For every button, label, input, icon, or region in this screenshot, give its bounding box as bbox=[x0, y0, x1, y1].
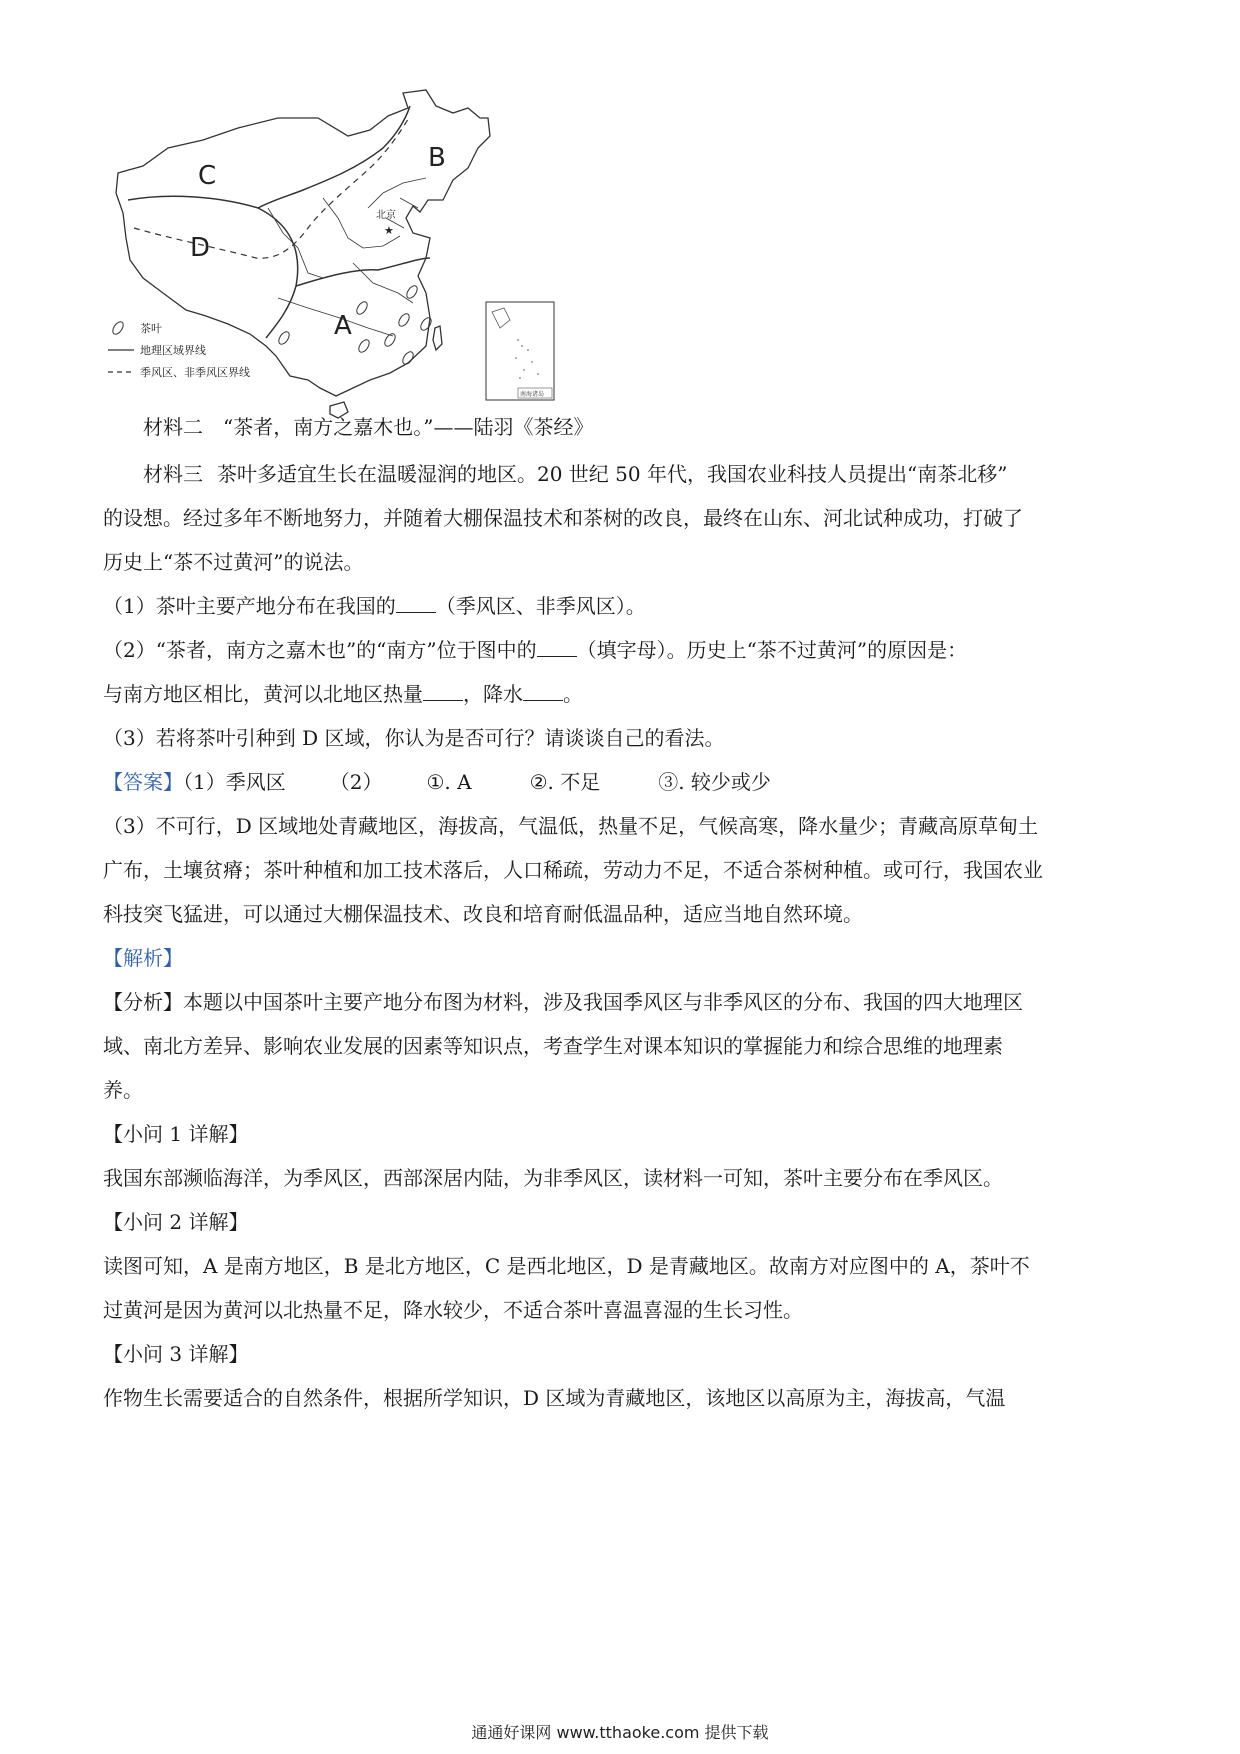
page-footer: 通通好课网 www.tthaoke.com 提供下载 bbox=[471, 1723, 769, 1742]
subquestion-1-heading: 【小问 1 详解】 bbox=[103, 1122, 249, 1146]
material3-line1 bbox=[143, 459, 1007, 489]
answer-3-line2: 广布，土壤贫瘠；茶叶种植和加工技术落后，人口稀疏，劳动力不足，不适合茶树种植。或可行，我国农业 bbox=[103, 858, 1043, 882]
answer-2: （2） bbox=[329, 770, 383, 794]
material2-label: 材料二 bbox=[143, 415, 203, 439]
south-sea-inset bbox=[486, 302, 554, 400]
material3-line2: 的设想。经过多年不断地努力，并随着大棚保温技术和茶树的改良，最终在山东、河北试种成功，打破了 bbox=[103, 506, 1023, 530]
tea-leaf-icons bbox=[277, 284, 434, 366]
material3-label: 材料三 bbox=[143, 462, 203, 486]
question-1-options: （季风区、非季风区）。 bbox=[435, 594, 646, 618]
legend-boundary-label: 地理区域界线 bbox=[140, 344, 206, 357]
question-1 bbox=[103, 591, 646, 621]
beijing-label: 北京 bbox=[376, 210, 396, 221]
tea-leaf-icon bbox=[405, 284, 420, 300]
material3-text: 茶叶多适宜生长在温暖湿润的地区。20 世纪 50 年代，我国农业科技人员提出“南茶北移” bbox=[217, 462, 1008, 486]
answer-blank bbox=[523, 682, 563, 701]
answer-blank bbox=[423, 682, 463, 701]
china-tea-map bbox=[108, 88, 628, 452]
tea-leaf-icon bbox=[419, 316, 434, 332]
legend-monsoon-label: 季风区、非季风区界线 bbox=[140, 366, 250, 379]
answer-2-1: ①. A bbox=[426, 770, 472, 794]
legend-tea-label: 茶叶 bbox=[140, 322, 162, 335]
subquestion-2-line1: 读图可知，A 是南方地区，B 是北方地区，C 是西北地区，D 是青藏地区。故南方对应图中的 A，茶叶不 bbox=[103, 1254, 1030, 1278]
region-label-a: A bbox=[334, 311, 352, 341]
map-legend bbox=[108, 320, 250, 379]
question-2b bbox=[103, 679, 583, 709]
region-label-d: D bbox=[190, 233, 211, 263]
tea-leaf-icon bbox=[397, 312, 412, 328]
analysis-p1-line1: 【分析】本题以中国茶叶主要产地分布图为材料，涉及我国季风区与非季风区的分布、我国的四大地理区 bbox=[103, 990, 1023, 1014]
analysis-p1-line2: 域、南北方差异、影响农业发展的因素等知识点，考查学生对课本知识的掌握能力和综合思维的地理素 bbox=[103, 1034, 1003, 1058]
answer-tag: 【答案】 bbox=[103, 770, 183, 794]
answer-3-line3: 科技突飞猛进，可以通过大棚保温技术、改良和培育耐低温品种，适应当地自然环境。 bbox=[103, 902, 863, 926]
legend-tea-icon bbox=[111, 320, 126, 336]
answer-line bbox=[103, 767, 771, 797]
material3-line3: 历史上“茶不过黄河”的说法。 bbox=[103, 550, 364, 574]
analysis-p1-line3: 养。 bbox=[103, 1078, 143, 1102]
question-2b-text: 与南方地区相比，黄河以北地区热量 bbox=[103, 682, 423, 706]
answer-blank bbox=[396, 594, 436, 613]
subquestion-1-text: 我国东部濒临海洋，为季风区，西部深居内陆，为非季风区，读材料一可知，茶叶主要分布在季风区。 bbox=[103, 1166, 1003, 1190]
region-label-c: C bbox=[198, 161, 217, 191]
question-1-text: （1）茶叶主要产地分布在我国的 bbox=[103, 594, 396, 618]
material2-quote: “茶者，南方之嘉木也。”——陆羽《茶经》 bbox=[223, 415, 594, 439]
question-2-tail: （填字母）。历史上“茶不过黄河”的原因是： bbox=[576, 638, 968, 662]
question-2 bbox=[103, 635, 967, 665]
answer-1: （1）季风区 bbox=[183, 770, 286, 794]
inset-label: 南海诸岛 bbox=[520, 391, 545, 398]
question-2-text: （2）“茶者，南方之嘉木也”的“南方”位于图中的 bbox=[103, 638, 537, 662]
analysis-tag: 【解析】 bbox=[103, 946, 183, 970]
answer-2-2: ②. 不足 bbox=[529, 770, 601, 794]
tea-leaf-icon bbox=[355, 300, 370, 316]
answer-2-3: ③. 较少或少 bbox=[658, 770, 771, 794]
material2-line bbox=[143, 412, 593, 442]
tea-leaf-icon bbox=[383, 332, 398, 348]
subquestion-3-text: 作物生长需要适合的自然条件，根据所学知识，D 区域为青藏地区，该地区以高原为主，海拔高，气温 bbox=[103, 1386, 1006, 1410]
tea-leaf-icon bbox=[357, 338, 372, 354]
question-3: （3）若将茶叶引种到 D 区域，你认为是否可行？请谈谈自己的看法。 bbox=[103, 726, 725, 750]
question-2b-end: 。 bbox=[563, 682, 583, 706]
answer-3-line1: （3）不可行，D 区域地处青藏地区，海拔高，气温低，热量不足，气候高寒，降水量少；青藏高原草甸土 bbox=[103, 814, 1039, 838]
tea-leaf-icon bbox=[277, 330, 292, 346]
subquestion-3-heading: 【小问 3 详解】 bbox=[103, 1342, 249, 1366]
question-2b-mid: ，降水 bbox=[463, 682, 523, 706]
region-label-b: B bbox=[428, 143, 446, 173]
answer-blank bbox=[537, 638, 577, 657]
subquestion-2-heading: 【小问 2 详解】 bbox=[103, 1210, 249, 1234]
beijing-star-icon: ★ bbox=[384, 224, 394, 237]
subquestion-2-line2: 过黄河是因为黄河以北热量不足，降水较少，不适合茶叶喜温喜湿的生长习性。 bbox=[103, 1298, 803, 1322]
